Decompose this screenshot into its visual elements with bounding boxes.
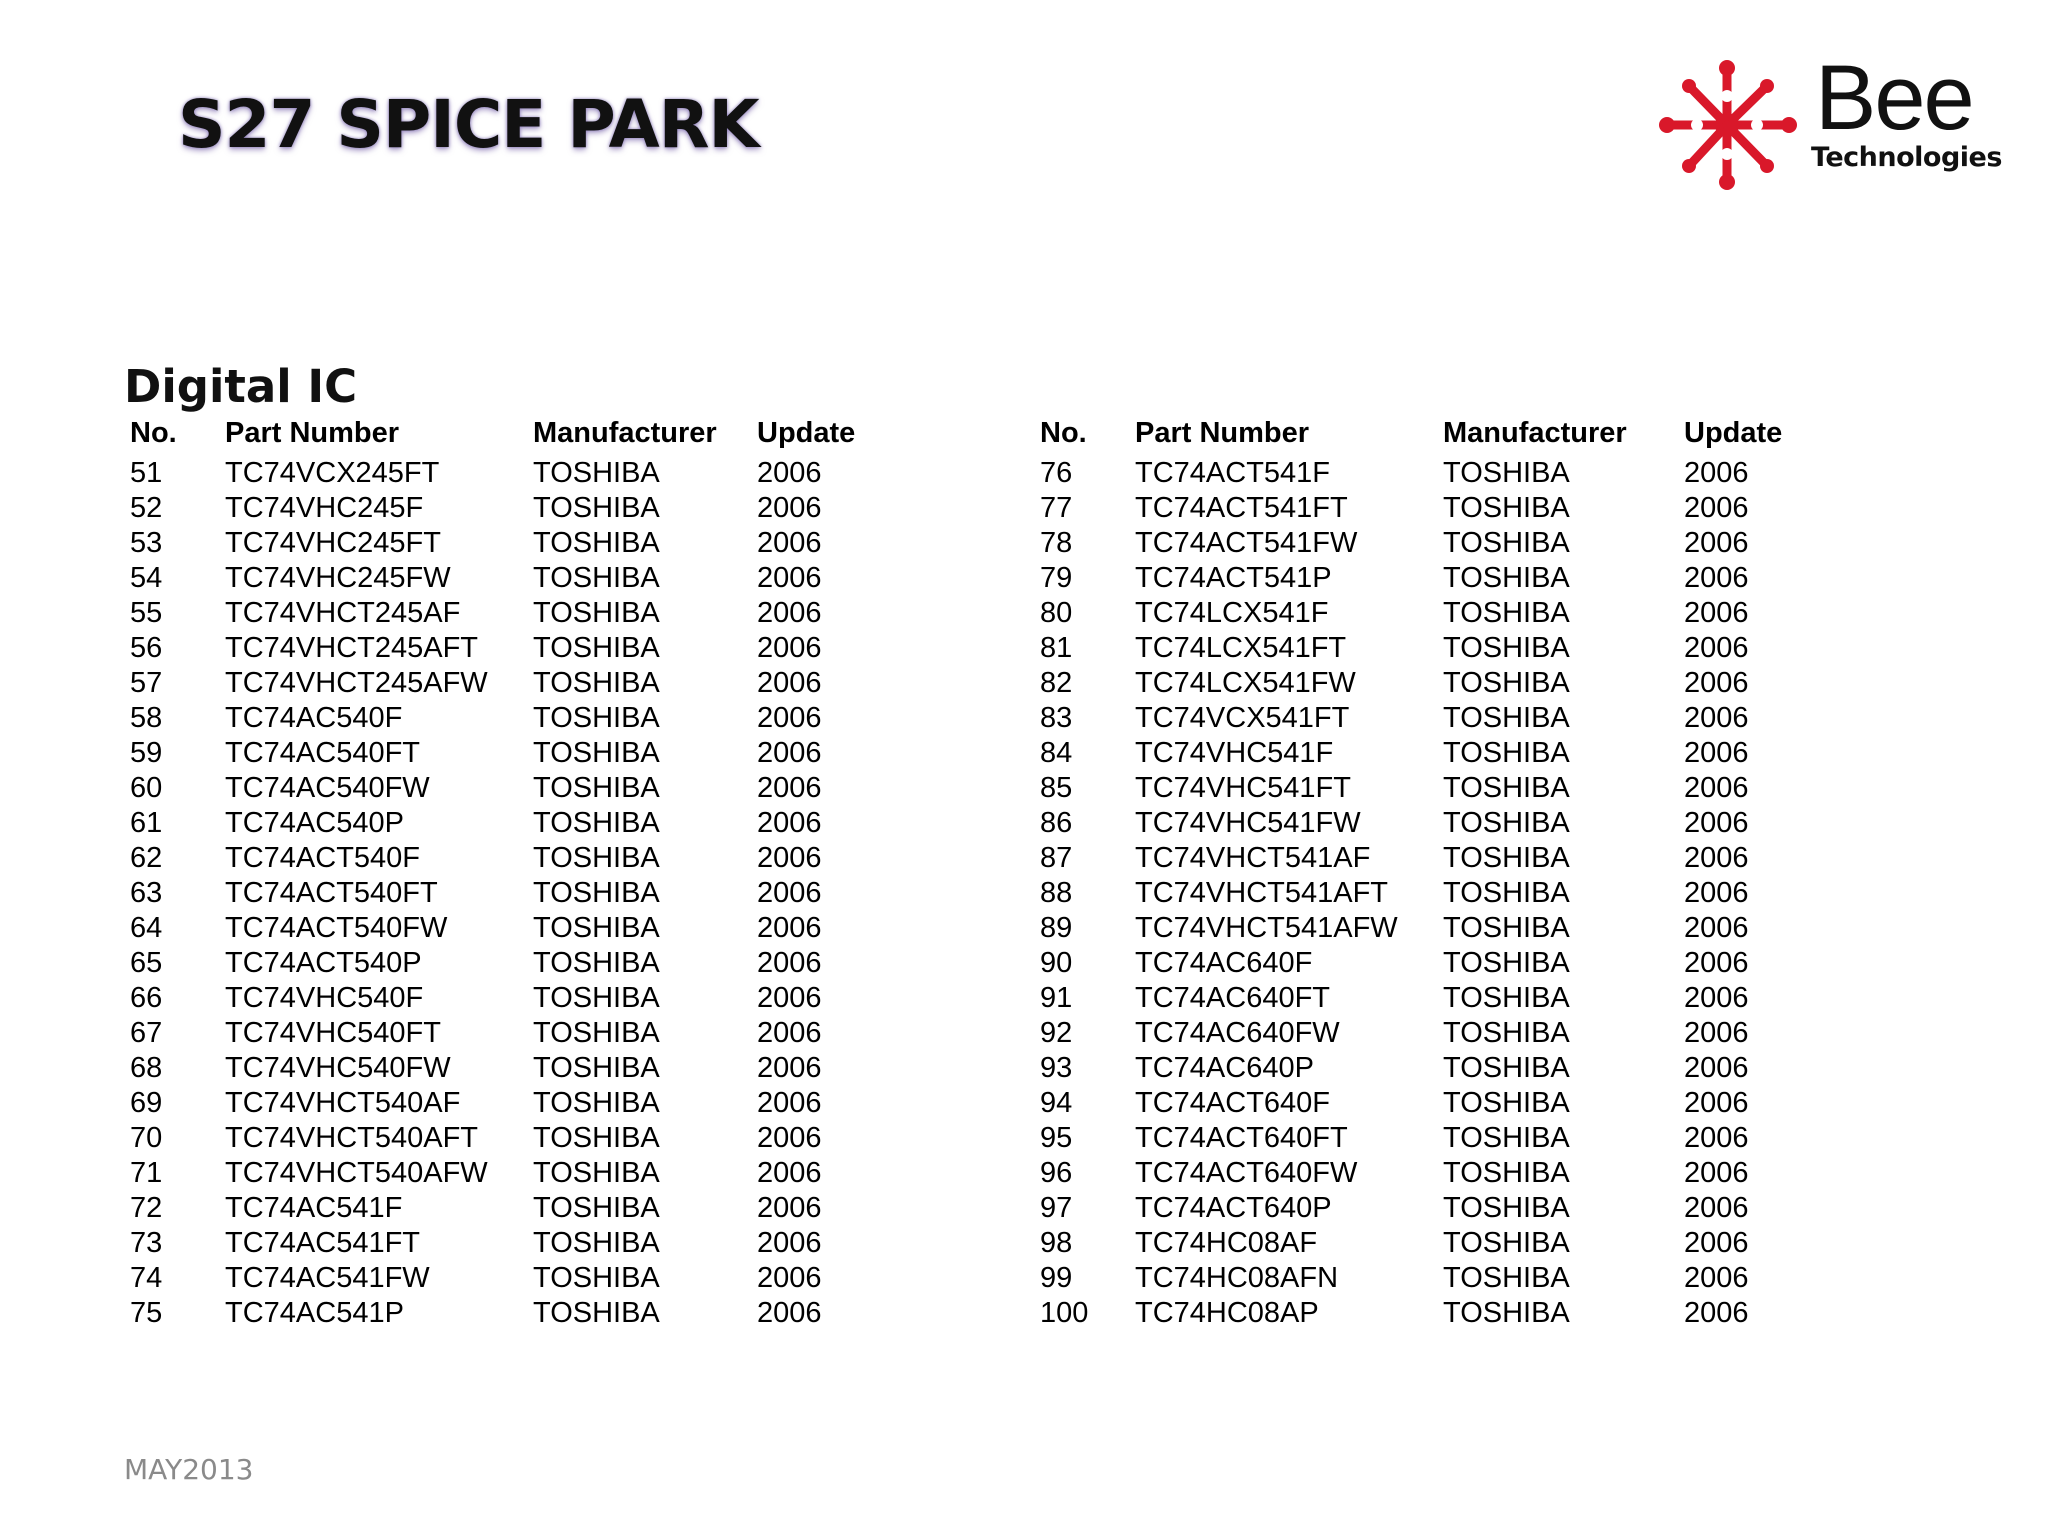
- cell-part-number: TC74VHCT540AFW: [225, 1157, 488, 1189]
- table-row: [1034, 491, 1798, 526]
- cell-manufacturer: TOSHIBA: [1443, 1122, 1570, 1154]
- cell-update: 2006: [757, 1157, 822, 1189]
- cell-manufacturer: TOSHIBA: [1443, 737, 1570, 769]
- cell-no: 65: [130, 947, 163, 979]
- cell-no: 88: [1040, 877, 1073, 909]
- table-row: [1034, 876, 1798, 911]
- cell-manufacturer: TOSHIBA: [533, 1122, 660, 1154]
- table-row: [1034, 946, 1798, 981]
- table-row: [124, 1121, 871, 1156]
- table-row: [124, 491, 871, 526]
- table-row: [124, 1051, 871, 1086]
- table-row: [124, 876, 871, 911]
- cell-part-number: TC74ACT640FT: [1135, 1122, 1348, 1154]
- cell-update: 2006: [757, 597, 822, 629]
- section-title: Digital IC: [124, 360, 358, 413]
- cell-no: 97: [1040, 1192, 1073, 1224]
- cell-part-number: TC74AC541FT: [225, 1227, 421, 1259]
- cell-no: 98: [1040, 1227, 1073, 1259]
- cell-part-number: TC74ACT541FW: [1135, 527, 1358, 559]
- table-row: [1034, 1296, 1798, 1331]
- cell-part-number: TC74VHC540F: [225, 982, 424, 1014]
- cell-no: 68: [130, 1052, 163, 1084]
- cell-update: 2006: [1684, 1262, 1749, 1294]
- table-row: [1034, 806, 1798, 841]
- cell-manufacturer: TOSHIBA: [1443, 877, 1570, 909]
- cell-no: 62: [130, 842, 163, 874]
- cell-manufacturer: TOSHIBA: [533, 1297, 660, 1329]
- cell-part-number: TC74AC640FW: [1135, 1017, 1340, 1049]
- table-row: [1034, 1191, 1798, 1226]
- cell-no: 78: [1040, 527, 1073, 559]
- table-row: [1034, 561, 1798, 596]
- parts-table-right: [1034, 413, 1798, 1331]
- cell-no: 79: [1040, 562, 1073, 594]
- cell-update: 2006: [757, 877, 822, 909]
- cell-no: 91: [1040, 982, 1073, 1014]
- table-row: [1034, 456, 1798, 491]
- table-row: [124, 1261, 871, 1296]
- table-row: [1034, 666, 1798, 701]
- cell-update: 2006: [1684, 1227, 1749, 1259]
- table-row: [124, 1191, 871, 1226]
- cell-part-number: TC74VHCT245AFW: [225, 667, 488, 699]
- cell-part-number: TC74VHC540FT: [225, 1017, 441, 1049]
- cell-manufacturer: TOSHIBA: [1443, 1052, 1570, 1084]
- cell-update: 2006: [757, 947, 822, 979]
- cell-no: 69: [130, 1087, 163, 1119]
- cell-no: 70: [130, 1122, 163, 1154]
- parts-table-left: [124, 413, 871, 1331]
- cell-manufacturer: TOSHIBA: [1443, 492, 1570, 524]
- cell-part-number: TC74VHC245FW: [225, 562, 451, 594]
- cell-update: 2006: [757, 807, 822, 839]
- cell-no: 94: [1040, 1087, 1073, 1119]
- cell-update: 2006: [757, 1017, 822, 1049]
- table-row: [124, 771, 871, 806]
- table-row: [1034, 1261, 1798, 1296]
- table-row: [1034, 701, 1798, 736]
- cell-part-number: TC74ACT540FW: [225, 912, 448, 944]
- cell-part-number: TC74VHCT540AFT: [225, 1122, 479, 1154]
- cell-part-number: TC74VHCT540AF: [225, 1087, 461, 1119]
- cell-part-number: TC74ACT540F: [225, 842, 421, 874]
- cell-update: 2006: [1684, 527, 1749, 559]
- cell-update: 2006: [1684, 912, 1749, 944]
- cell-update: 2006: [1684, 562, 1749, 594]
- cell-update: 2006: [757, 562, 822, 594]
- table-row: [124, 666, 871, 701]
- cell-update: 2006: [1684, 877, 1749, 909]
- cell-no: 87: [1040, 842, 1073, 874]
- cell-manufacturer: TOSHIBA: [533, 1017, 660, 1049]
- cell-update: 2006: [1684, 1052, 1749, 1084]
- cell-manufacturer: TOSHIBA: [533, 1192, 660, 1224]
- table-row: [1034, 526, 1798, 561]
- cell-no: 72: [130, 1192, 163, 1224]
- cell-no: 53: [130, 527, 163, 559]
- cell-manufacturer: TOSHIBA: [533, 457, 660, 489]
- cell-no: 73: [130, 1227, 163, 1259]
- cell-part-number: TC74LCX541FT: [1135, 632, 1347, 664]
- cell-no: 100: [1040, 1297, 1089, 1329]
- cell-update: 2006: [757, 1052, 822, 1084]
- cell-part-number: TC74VHC540FW: [225, 1052, 451, 1084]
- table-row: [124, 701, 871, 736]
- cell-update: 2006: [757, 772, 822, 804]
- table-header-row: [124, 413, 871, 453]
- cell-manufacturer: TOSHIBA: [533, 702, 660, 734]
- cell-update: 2006: [1684, 1297, 1749, 1329]
- cell-update: 2006: [757, 737, 822, 769]
- cell-manufacturer: TOSHIBA: [533, 737, 660, 769]
- column-header-manufacturer: Manufacturer: [1443, 416, 1627, 449]
- cell-no: 59: [130, 737, 163, 769]
- cell-part-number: TC74AC640FT: [1135, 982, 1331, 1014]
- cell-part-number: TC74ACT541FT: [1135, 492, 1348, 524]
- cell-update: 2006: [1684, 982, 1749, 1014]
- column-header-part-number: Part Number: [1135, 416, 1310, 449]
- cell-manufacturer: TOSHIBA: [533, 772, 660, 804]
- cell-part-number: TC74HC08AF: [1135, 1227, 1318, 1259]
- table-row: [124, 456, 871, 491]
- cell-no: 93: [1040, 1052, 1073, 1084]
- cell-manufacturer: TOSHIBA: [1443, 562, 1570, 594]
- cell-update: 2006: [757, 457, 822, 489]
- table-row: [1034, 1016, 1798, 1051]
- cell-part-number: TC74ACT640F: [1135, 1087, 1331, 1119]
- cell-manufacturer: TOSHIBA: [533, 562, 660, 594]
- table-row: [1034, 596, 1798, 631]
- cell-update: 2006: [1684, 1192, 1749, 1224]
- cell-no: 83: [1040, 702, 1073, 734]
- cell-part-number: TC74VHCT541AFT: [1135, 877, 1389, 909]
- cell-manufacturer: TOSHIBA: [533, 1052, 660, 1084]
- cell-no: 52: [130, 492, 163, 524]
- cell-no: 85: [1040, 772, 1073, 804]
- cell-update: 2006: [757, 667, 822, 699]
- cell-no: 54: [130, 562, 163, 594]
- cell-part-number: TC74HC08AP: [1135, 1297, 1319, 1329]
- cell-no: 75: [130, 1297, 163, 1329]
- cell-part-number: TC74VHCT541AFW: [1135, 912, 1398, 944]
- cell-no: 55: [130, 597, 163, 629]
- cell-update: 2006: [757, 1262, 822, 1294]
- cell-update: 2006: [757, 527, 822, 559]
- cell-manufacturer: TOSHIBA: [533, 492, 660, 524]
- cell-manufacturer: TOSHIBA: [1443, 1157, 1570, 1189]
- cell-no: 77: [1040, 492, 1073, 524]
- cell-update: 2006: [757, 1122, 822, 1154]
- table-row: [1034, 631, 1798, 666]
- cell-no: 82: [1040, 667, 1073, 699]
- table-row: [124, 1296, 871, 1331]
- table-header-row: [1034, 413, 1798, 453]
- footer-date: MAY2013: [124, 1453, 254, 1486]
- cell-manufacturer: TOSHIBA: [1443, 527, 1570, 559]
- column-header-update: Update: [1684, 416, 1783, 449]
- cell-manufacturer: TOSHIBA: [1443, 597, 1570, 629]
- cell-no: 64: [130, 912, 163, 944]
- cell-manufacturer: TOSHIBA: [533, 632, 660, 664]
- cell-no: 95: [1040, 1122, 1073, 1154]
- cell-part-number: TC74VHC541FT: [1135, 772, 1351, 804]
- cell-update: 2006: [1684, 702, 1749, 734]
- cell-update: 2006: [1684, 807, 1749, 839]
- cell-manufacturer: TOSHIBA: [1443, 1262, 1570, 1294]
- table-row: [1034, 1051, 1798, 1086]
- cell-part-number: TC74AC540FT: [225, 737, 421, 769]
- cell-manufacturer: TOSHIBA: [1443, 947, 1570, 979]
- cell-manufacturer: TOSHIBA: [533, 947, 660, 979]
- cell-update: 2006: [757, 1227, 822, 1259]
- cell-manufacturer: TOSHIBA: [533, 527, 660, 559]
- cell-update: 2006: [757, 842, 822, 874]
- table-row: [124, 526, 871, 561]
- table-row: [124, 561, 871, 596]
- cell-part-number: TC74VHCT541AF: [1135, 842, 1371, 874]
- cell-part-number: TC74VHC541FW: [1135, 807, 1361, 839]
- cell-no: 58: [130, 702, 163, 734]
- cell-manufacturer: TOSHIBA: [1443, 912, 1570, 944]
- cell-update: 2006: [757, 702, 822, 734]
- cell-update: 2006: [757, 492, 822, 524]
- cell-part-number: TC74VHC541F: [1135, 737, 1334, 769]
- cell-no: 76: [1040, 457, 1073, 489]
- cell-manufacturer: TOSHIBA: [1443, 772, 1570, 804]
- logo-subtitle: Technologies: [1811, 142, 2002, 173]
- cell-manufacturer: TOSHIBA: [1443, 982, 1570, 1014]
- cell-update: 2006: [757, 1192, 822, 1224]
- table-row: [124, 1226, 871, 1261]
- table-row: [1034, 1226, 1798, 1261]
- cell-part-number: TC74VCX245FT: [225, 457, 440, 489]
- cell-manufacturer: TOSHIBA: [1443, 632, 1570, 664]
- cell-update: 2006: [1684, 947, 1749, 979]
- cell-no: 51: [130, 457, 163, 489]
- cell-no: 92: [1040, 1017, 1073, 1049]
- cell-part-number: TC74LCX541F: [1135, 597, 1329, 629]
- cell-manufacturer: TOSHIBA: [533, 1262, 660, 1294]
- cell-part-number: TC74HC08AFN: [1135, 1262, 1339, 1294]
- table-row: [124, 806, 871, 841]
- cell-part-number: TC74ACT540P: [225, 947, 422, 979]
- cell-update: 2006: [1684, 1122, 1749, 1154]
- cell-part-number: TC74VHCT245AF: [225, 597, 461, 629]
- cell-update: 2006: [1684, 597, 1749, 629]
- cell-no: 61: [130, 807, 163, 839]
- cell-manufacturer: TOSHIBA: [1443, 1087, 1570, 1119]
- cell-part-number: TC74LCX541FW: [1135, 667, 1356, 699]
- bee-technologies-logo: [1655, 47, 2015, 190]
- cell-manufacturer: TOSHIBA: [1443, 1017, 1570, 1049]
- column-header-no: No.: [1040, 416, 1087, 449]
- cell-update: 2006: [757, 1297, 822, 1329]
- table-row: [124, 911, 871, 946]
- cell-update: 2006: [1684, 842, 1749, 874]
- table-row: [1034, 911, 1798, 946]
- table-row: [124, 631, 871, 666]
- cell-update: 2006: [757, 982, 822, 1014]
- cell-update: 2006: [1684, 632, 1749, 664]
- cell-part-number: TC74ACT541P: [1135, 562, 1332, 594]
- cell-part-number: TC74AC541P: [225, 1297, 404, 1329]
- table-row: [124, 841, 871, 876]
- cell-part-number: TC74ACT640P: [1135, 1192, 1332, 1224]
- page-title: S27 SPICE PARK: [178, 86, 759, 163]
- cell-update: 2006: [1684, 667, 1749, 699]
- table-row: [1034, 1121, 1798, 1156]
- cell-no: 71: [130, 1157, 163, 1189]
- cell-part-number: TC74AC540P: [225, 807, 404, 839]
- cell-manufacturer: TOSHIBA: [533, 597, 660, 629]
- cell-update: 2006: [1684, 772, 1749, 804]
- cell-part-number: TC74AC640P: [1135, 1052, 1314, 1084]
- cell-part-number: TC74AC541FW: [225, 1262, 430, 1294]
- cell-no: 81: [1040, 632, 1073, 664]
- cell-manufacturer: TOSHIBA: [1443, 1192, 1570, 1224]
- cell-manufacturer: TOSHIBA: [1443, 1227, 1570, 1259]
- cell-part-number: TC74VHC245FT: [225, 527, 441, 559]
- table-row: [1034, 1086, 1798, 1121]
- cell-manufacturer: TOSHIBA: [1443, 667, 1570, 699]
- table-row: [1034, 736, 1798, 771]
- cell-no: 84: [1040, 737, 1073, 769]
- cell-no: 67: [130, 1017, 163, 1049]
- cell-no: 99: [1040, 1262, 1073, 1294]
- table-row: [124, 946, 871, 981]
- cell-manufacturer: TOSHIBA: [533, 1227, 660, 1259]
- cell-update: 2006: [1684, 1087, 1749, 1119]
- table-row: [124, 981, 871, 1016]
- cell-manufacturer: TOSHIBA: [533, 877, 660, 909]
- cell-no: 66: [130, 982, 163, 1014]
- cell-part-number: TC74AC540F: [225, 702, 403, 734]
- cell-manufacturer: TOSHIBA: [533, 1087, 660, 1119]
- cell-part-number: TC74VHC245F: [225, 492, 424, 524]
- cell-part-number: TC74ACT541F: [1135, 457, 1331, 489]
- table-row: [124, 596, 871, 631]
- cell-manufacturer: TOSHIBA: [533, 807, 660, 839]
- cell-no: 89: [1040, 912, 1073, 944]
- cell-manufacturer: TOSHIBA: [1443, 1297, 1570, 1329]
- cell-part-number: TC74VHCT245AFT: [225, 632, 479, 664]
- table-row: [124, 1156, 871, 1191]
- cell-part-number: TC74ACT640FW: [1135, 1157, 1358, 1189]
- cell-manufacturer: TOSHIBA: [533, 1157, 660, 1189]
- column-header-part-number: Part Number: [225, 416, 400, 449]
- cell-no: 56: [130, 632, 163, 664]
- cell-manufacturer: TOSHIBA: [1443, 457, 1570, 489]
- column-header-update: Update: [757, 416, 856, 449]
- table-row: [124, 1016, 871, 1051]
- table-row: [1034, 1156, 1798, 1191]
- cell-update: 2006: [757, 1087, 822, 1119]
- cell-manufacturer: TOSHIBA: [533, 982, 660, 1014]
- table-row: [1034, 981, 1798, 1016]
- cell-update: 2006: [1684, 457, 1749, 489]
- table-row: [1034, 841, 1798, 876]
- cell-no: 74: [130, 1262, 163, 1294]
- cell-no: 86: [1040, 807, 1073, 839]
- cell-no: 63: [130, 877, 163, 909]
- table-row: [124, 736, 871, 771]
- cell-part-number: TC74AC640F: [1135, 947, 1313, 979]
- cell-manufacturer: TOSHIBA: [1443, 807, 1570, 839]
- cell-part-number: TC74VCX541FT: [1135, 702, 1350, 734]
- logo-wordmark: Bee: [1815, 47, 1973, 149]
- cell-part-number: TC74AC541F: [225, 1192, 403, 1224]
- cell-no: 57: [130, 667, 163, 699]
- column-header-manufacturer: Manufacturer: [533, 416, 717, 449]
- cell-no: 60: [130, 772, 163, 804]
- cell-manufacturer: TOSHIBA: [1443, 702, 1570, 734]
- cell-update: 2006: [1684, 1157, 1749, 1189]
- cell-update: 2006: [1684, 492, 1749, 524]
- table-row: [124, 1086, 871, 1121]
- cell-manufacturer: TOSHIBA: [1443, 842, 1570, 874]
- column-header-no: No.: [130, 416, 177, 449]
- cell-update: 2006: [757, 632, 822, 664]
- cell-manufacturer: TOSHIBA: [533, 667, 660, 699]
- cell-no: 96: [1040, 1157, 1073, 1189]
- bee-starburst-icon: [1655, 60, 1805, 190]
- cell-no: 80: [1040, 597, 1073, 629]
- cell-update: 2006: [1684, 1017, 1749, 1049]
- cell-part-number: TC74ACT540FT: [225, 877, 438, 909]
- table-row: [1034, 771, 1798, 806]
- cell-update: 2006: [1684, 737, 1749, 769]
- cell-manufacturer: TOSHIBA: [533, 842, 660, 874]
- cell-update: 2006: [757, 912, 822, 944]
- cell-manufacturer: TOSHIBA: [533, 912, 660, 944]
- cell-part-number: TC74AC540FW: [225, 772, 430, 804]
- cell-no: 90: [1040, 947, 1073, 979]
